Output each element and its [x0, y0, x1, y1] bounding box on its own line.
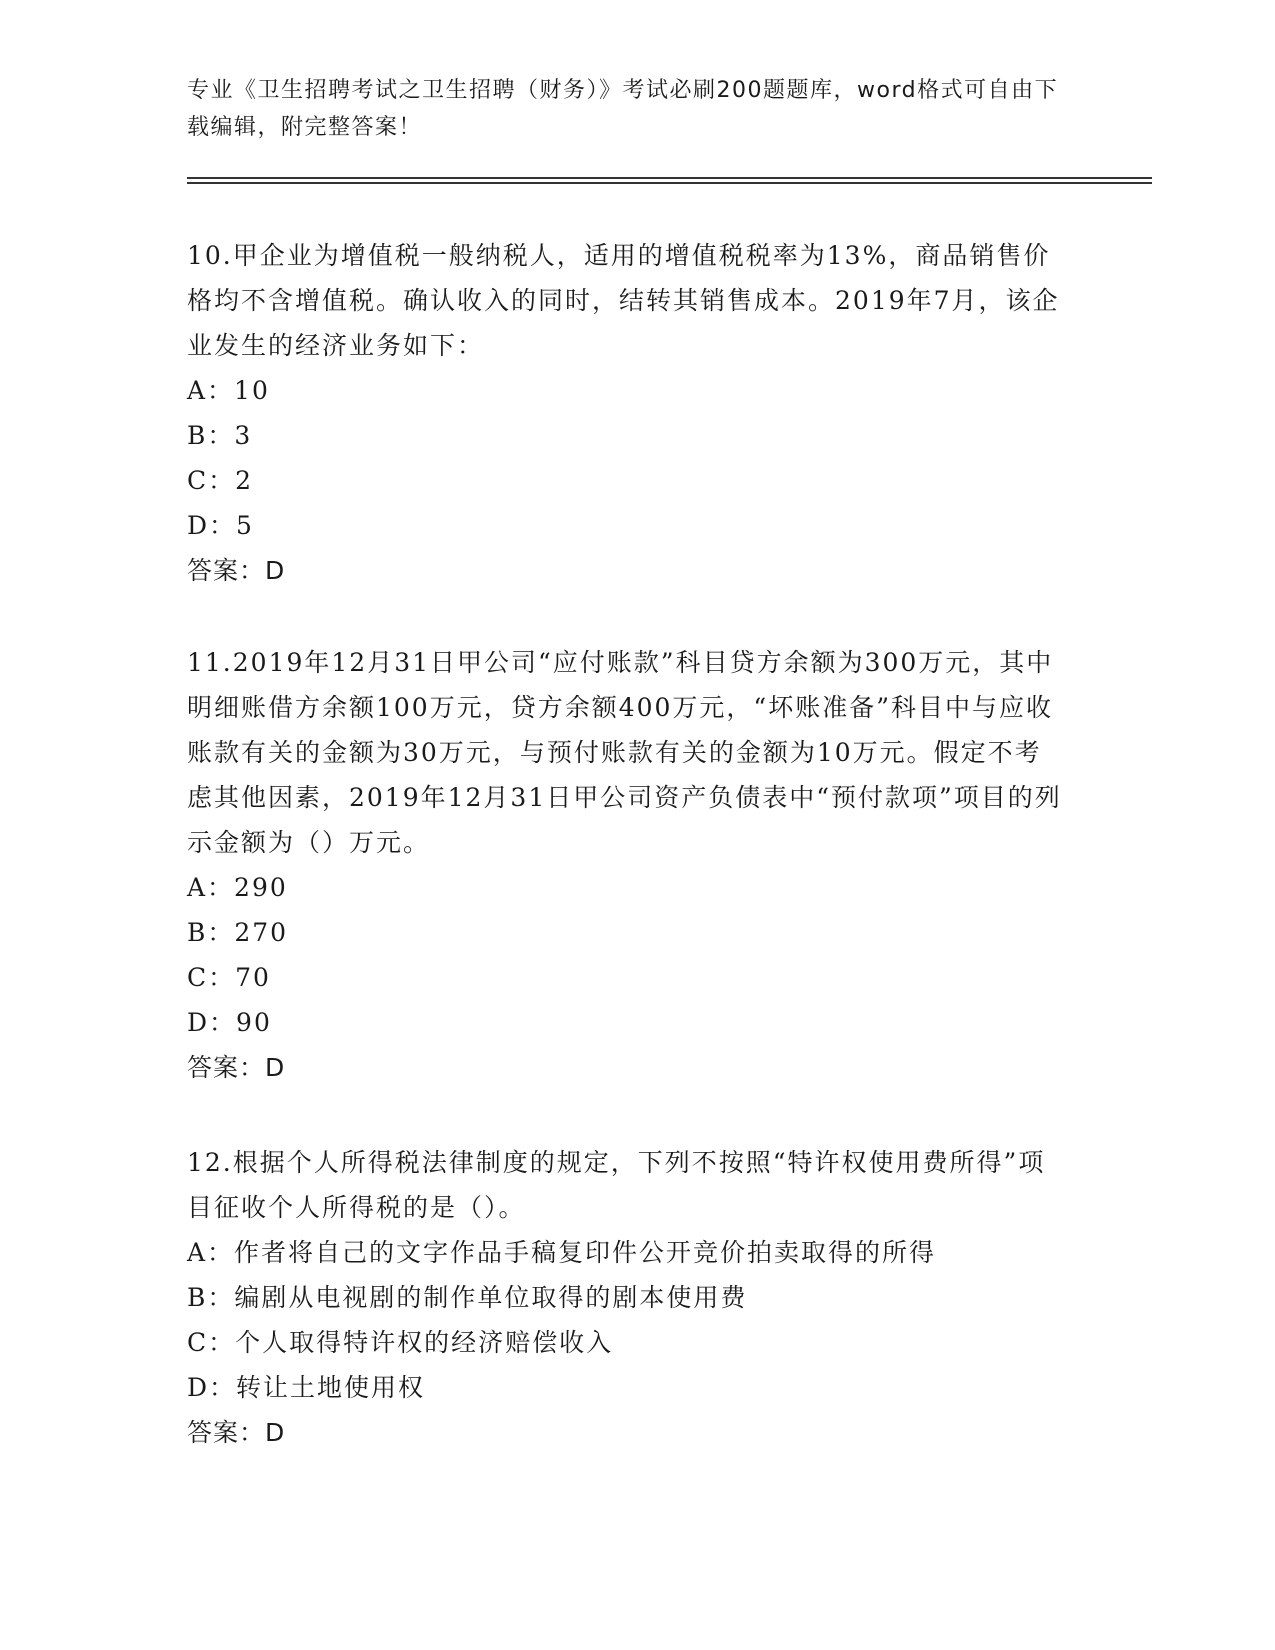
option-d: D：5 [187, 511, 254, 540]
option-d: D：90 [187, 1008, 272, 1037]
header-divider-bottom [187, 182, 1152, 184]
option-b: B：270 [187, 918, 289, 947]
option-b: B：3 [187, 421, 253, 450]
answer-line: 答案：D [187, 1053, 286, 1082]
document-header: 专业《卫生招聘考试之卫生招聘（财务）》考试必刷200题题库，word格式可自由下载编辑，附完整答案！ [187, 78, 1059, 140]
option-c: C：2 [187, 466, 254, 495]
option-c: C：个人取得特许权的经济赔偿收入 [187, 1328, 614, 1357]
header-divider-top [187, 177, 1152, 179]
option-b: B：编剧从电视剧的制作单位取得的剧本使用费 [187, 1283, 748, 1312]
question-text: 10.甲企业为增值税一般纳税人，适用的增值税税率为13%，商品销售价格均不含增值税。确认收入的同时，结转其销售成本。2019年7月，该企业发生的经济业务如下： [187, 241, 1060, 360]
option-a: A：作者将自己的文字作品手稿复印件公开竞价拍卖取得的所得 [187, 1238, 937, 1267]
question-12 [187, 1140, 1067, 1455]
question-text: 11.2019年12月31日甲公司“应付账款”科目贷方余额为300万元，其中明细账借方余额100万元，贷方余额400万元，“坏账准备”科目中与应收账款有关的金额为30万元，与预付账款有关的金额为10万元。假定不考虑其他因素，2019年12月31日甲公司资产负债表中“预付款项”项目的列示金额为（）万元。 [187, 648, 1062, 857]
option-a: A：290 [187, 873, 288, 902]
option-c: C：70 [187, 963, 271, 992]
question-text: 12.根据个人所得税法律制度的规定，下列不按照“特许权使用费所得”项目征收个人所得税的是（）。 [187, 1148, 1046, 1222]
answer-line: 答案：D [187, 556, 286, 585]
question-10 [187, 233, 1067, 593]
answer-line: 答案：D [187, 1418, 286, 1447]
option-a: A：10 [187, 376, 270, 405]
option-d: D：转让土地使用权 [187, 1373, 426, 1402]
question-11 [187, 640, 1067, 1090]
